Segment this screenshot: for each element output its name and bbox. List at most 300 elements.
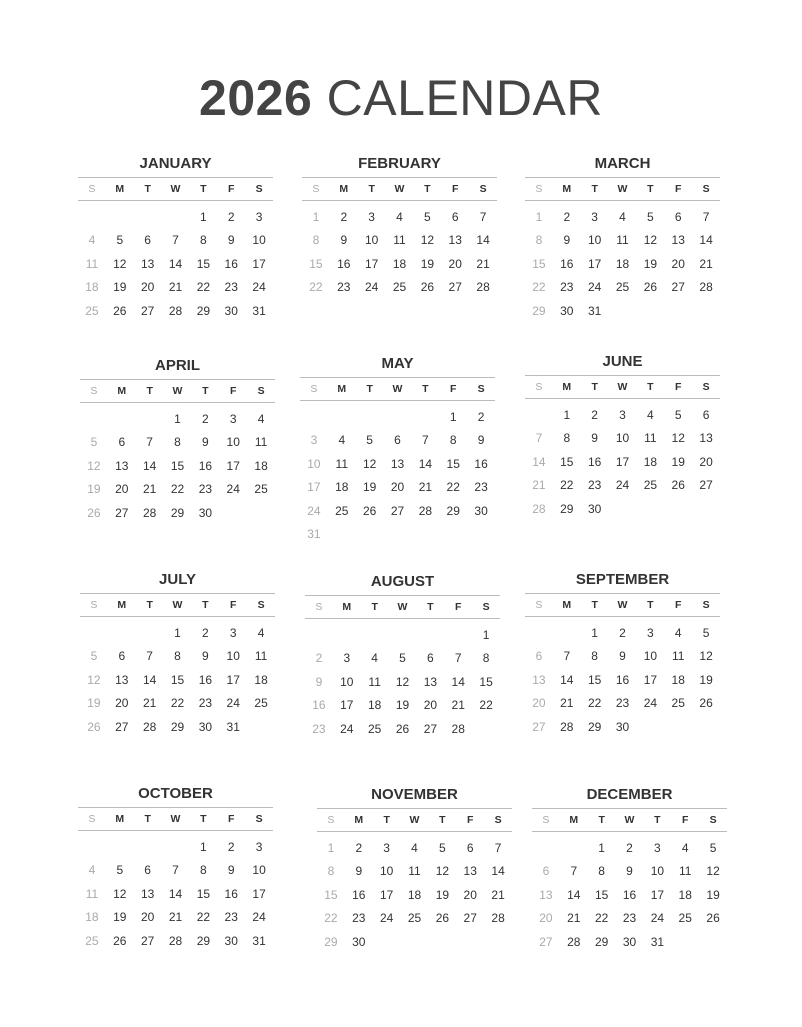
day-cell: 8 <box>327 864 335 879</box>
month-name: SEPTEMBER <box>575 571 670 588</box>
day-cell: 19 <box>362 480 377 495</box>
day-cell: 19 <box>113 910 127 925</box>
day-cell: 14 <box>532 454 546 469</box>
day-cell: 5 <box>702 625 710 640</box>
day-cell: 26 <box>643 280 658 295</box>
day-cell: 30 <box>352 934 366 949</box>
day-cell: 26 <box>87 505 101 520</box>
weekday-label: F <box>675 183 682 195</box>
day-cell: 5 <box>439 840 446 855</box>
day-cell: 25 <box>85 933 99 948</box>
day-cell: 23 <box>474 480 488 495</box>
day-cell: 9 <box>227 863 235 878</box>
weekday-label: T <box>647 599 654 611</box>
weekday-label: W <box>617 183 628 195</box>
day-cell: 1 <box>482 627 490 642</box>
weekday-label: M <box>339 183 349 195</box>
day-cell: 31 <box>226 719 240 734</box>
week-row <box>80 692 275 716</box>
weekday-label: M <box>115 183 125 195</box>
day-cell: 24 <box>615 478 630 493</box>
day-cell: 12 <box>420 233 435 248</box>
day-cell: 14 <box>418 456 433 471</box>
weekday-label: W <box>172 599 183 611</box>
day-cell: 25 <box>367 721 382 736</box>
day-cell: 20 <box>532 696 546 711</box>
day-cell: 10 <box>379 864 394 879</box>
weekday-label: M <box>562 381 572 393</box>
weekday-label: F <box>467 814 474 826</box>
day-cell: 3 <box>591 209 598 224</box>
weekday-label: F <box>682 814 689 826</box>
day-cell: 8 <box>598 864 605 879</box>
day-cell: 23 <box>560 280 574 295</box>
day-cell: 16 <box>352 887 366 902</box>
weekday-label: S <box>479 183 487 195</box>
day-cell: 7 <box>494 840 502 855</box>
day-cell: 5 <box>116 233 124 248</box>
weekday-label: S <box>312 183 320 195</box>
day-cell: 29 <box>196 303 211 318</box>
day-cell: 3 <box>343 651 351 666</box>
day-cell: 14 <box>451 674 465 689</box>
week-row <box>525 205 720 229</box>
day-cell: 12 <box>87 458 101 473</box>
week-row <box>317 836 512 860</box>
day-cell: 21 <box>476 256 490 271</box>
day-cell: 20 <box>390 480 405 495</box>
month-name: JUNE <box>602 353 643 370</box>
weekday-label: W <box>624 814 635 826</box>
day-cell: 24 <box>340 721 354 736</box>
day-cell: 6 <box>144 863 151 878</box>
day-cell: 13 <box>448 233 462 248</box>
day-cell: 6 <box>118 435 126 450</box>
day-cell: 4 <box>338 433 346 448</box>
week-row <box>78 252 273 276</box>
day-cell: 25 <box>254 482 268 497</box>
week-row <box>78 882 273 906</box>
day-cell: 2 <box>591 407 598 422</box>
day-cell: 10 <box>226 435 240 450</box>
day-cell: 26 <box>395 721 410 736</box>
day-cell: 15 <box>479 674 493 689</box>
day-cell: 9 <box>591 431 598 446</box>
day-cell: 16 <box>337 256 351 271</box>
day-cell: 17 <box>307 480 321 495</box>
day-cell: 28 <box>491 911 505 926</box>
weekday-label: W <box>392 383 403 395</box>
weekday-label: S <box>709 814 717 826</box>
day-cell: 10 <box>307 456 321 471</box>
day-cell: 21 <box>532 478 546 493</box>
day-cell: 8 <box>174 649 181 664</box>
weekday-label: F <box>230 599 237 611</box>
weekday-label: S <box>90 599 98 611</box>
day-cell: 22 <box>594 911 609 926</box>
day-cell: 6 <box>427 651 434 666</box>
day-cell: 17 <box>364 256 379 271</box>
week-row <box>78 835 273 859</box>
day-cell: 31 <box>650 934 665 949</box>
day-cell: 17 <box>252 886 266 901</box>
weekday-label: M <box>342 601 352 613</box>
day-cell: 13 <box>115 458 129 473</box>
week-row <box>532 836 727 860</box>
day-cell: 15 <box>446 456 460 471</box>
weekday-label: W <box>170 813 181 825</box>
day-cell: 25 <box>678 911 692 926</box>
day-cell: 8 <box>482 651 490 666</box>
week-row <box>80 478 275 502</box>
weekday-label: M <box>117 385 127 397</box>
week-row <box>80 431 275 455</box>
day-cell: 22 <box>479 698 493 713</box>
day-cell: 21 <box>567 911 581 926</box>
day-cell: 30 <box>198 719 213 734</box>
day-cell: 27 <box>423 721 438 736</box>
day-cell: 7 <box>146 435 153 450</box>
day-cell: 3 <box>383 840 390 855</box>
week-row <box>305 623 500 647</box>
weekday-label: T <box>202 599 209 611</box>
day-cell: 27 <box>448 280 462 295</box>
weekday-label: T <box>647 183 654 195</box>
day-cell: 28 <box>532 501 546 516</box>
day-cell: 24 <box>379 911 394 926</box>
week-row <box>525 474 720 498</box>
day-cell: 26 <box>87 719 101 734</box>
day-cell: 7 <box>454 651 462 666</box>
week-row <box>317 930 512 954</box>
week-row <box>300 499 495 523</box>
day-cell: 31 <box>252 303 266 318</box>
weekday-label: W <box>617 599 628 611</box>
day-cell: 13 <box>539 887 553 902</box>
day-cell: 24 <box>650 911 665 926</box>
week-row <box>78 299 273 323</box>
day-cell: 15 <box>309 256 323 271</box>
day-cell: 9 <box>355 864 363 879</box>
weekday-label: S <box>88 183 96 195</box>
weekday-label: F <box>450 383 457 395</box>
day-cell: 3 <box>255 209 263 224</box>
day-cell: 5 <box>90 435 98 450</box>
weekday-label: W <box>172 385 183 397</box>
weekday-label: S <box>535 381 543 393</box>
day-cell: 20 <box>539 911 553 926</box>
day-cell: 30 <box>198 505 213 520</box>
day-cell: 14 <box>699 233 713 248</box>
weekday-label: M <box>115 813 125 825</box>
weekday-label: T <box>591 381 598 393</box>
day-cell: 11 <box>85 256 99 271</box>
day-cell: 13 <box>115 672 129 687</box>
day-cell: 19 <box>113 280 127 295</box>
weekday-label: S <box>702 381 710 393</box>
day-cell: 15 <box>170 458 185 473</box>
day-cell: 19 <box>395 698 410 713</box>
weekday-label: T <box>144 813 151 825</box>
day-cell: 27 <box>115 505 129 520</box>
day-cell: 1 <box>535 209 543 224</box>
day-cell: 13 <box>390 456 405 471</box>
day-cell: 9 <box>619 649 626 664</box>
day-cell: 14 <box>142 672 157 687</box>
week-row <box>80 668 275 692</box>
month-name: OCTOBER <box>138 785 213 802</box>
weekday-label: T <box>424 183 431 195</box>
day-cell: 18 <box>678 887 692 902</box>
day-cell: 23 <box>337 280 351 295</box>
day-cell: 19 <box>87 482 101 497</box>
day-cell: 7 <box>172 233 179 248</box>
day-cell: 17 <box>650 887 665 902</box>
weekday-header <box>317 808 512 832</box>
day-cell: 16 <box>198 458 213 473</box>
day-cell: 1 <box>449 409 457 424</box>
weekday-label: F <box>228 813 235 825</box>
day-cell: 7 <box>570 864 578 879</box>
day-cell: 12 <box>113 256 127 271</box>
weekday-header <box>525 593 720 617</box>
weekday-label: T <box>422 383 429 395</box>
weekday-label: T <box>368 183 375 195</box>
weekday-label: T <box>144 183 151 195</box>
week-row <box>78 205 273 229</box>
day-cell: 6 <box>702 407 710 422</box>
day-cell: 19 <box>643 256 658 271</box>
day-cell: 15 <box>196 256 211 271</box>
week-row <box>302 205 497 229</box>
day-cell: 1 <box>174 411 181 426</box>
weekday-label: M <box>562 599 572 611</box>
weekday-header <box>525 177 720 201</box>
day-cell: 27 <box>463 911 477 926</box>
day-cell: 20 <box>423 698 438 713</box>
weekday-label: T <box>200 183 207 195</box>
day-cell: 4 <box>396 209 403 224</box>
day-cell: 27 <box>699 478 713 493</box>
day-cell: 22 <box>446 480 460 495</box>
weekday-header <box>78 177 273 201</box>
month-december <box>532 786 727 954</box>
day-cell: 29 <box>170 719 185 734</box>
day-cell: 6 <box>118 649 126 664</box>
day-cell: 14 <box>142 458 157 473</box>
weekday-label: S <box>257 599 265 611</box>
month-may <box>300 355 495 546</box>
day-cell: 27 <box>140 303 155 318</box>
day-cell: 29 <box>587 719 602 734</box>
day-cell: 8 <box>312 233 320 248</box>
day-cell: 4 <box>257 625 265 640</box>
day-cell: 7 <box>479 209 487 224</box>
day-cell: 30 <box>224 303 238 318</box>
day-cell: 16 <box>474 456 488 471</box>
week-row <box>525 450 720 474</box>
day-cell: 8 <box>449 433 457 448</box>
weekday-label: F <box>452 183 459 195</box>
day-cell: 2 <box>227 209 235 224</box>
week-row <box>300 429 495 453</box>
week-row <box>317 860 512 884</box>
day-cell: 24 <box>587 280 602 295</box>
day-cell: 7 <box>702 209 710 224</box>
day-cell: 6 <box>542 864 550 879</box>
day-cell: 25 <box>254 696 268 711</box>
day-cell: 19 <box>87 696 101 711</box>
day-cell: 7 <box>563 649 571 664</box>
day-cell: 10 <box>643 649 658 664</box>
weekday-label: T <box>146 599 153 611</box>
weekday-label: T <box>202 385 209 397</box>
day-cell: 18 <box>254 672 268 687</box>
day-cell: 29 <box>560 501 574 516</box>
day-cell: 16 <box>587 454 602 469</box>
day-cell: 5 <box>116 863 124 878</box>
day-cell: 25 <box>392 280 407 295</box>
weekday-label: T <box>371 601 378 613</box>
weekday-label: W <box>394 183 405 195</box>
day-cell: 18 <box>367 698 382 713</box>
day-cell: 17 <box>226 672 240 687</box>
weekday-label: M <box>337 383 347 395</box>
day-cell: 7 <box>422 433 429 448</box>
weekday-label: S <box>255 183 263 195</box>
week-row <box>300 452 495 476</box>
day-cell: 23 <box>622 911 637 926</box>
day-cell: 4 <box>647 407 654 422</box>
day-cell: 12 <box>706 864 720 879</box>
day-cell: 16 <box>560 256 574 271</box>
day-cell: 8 <box>174 435 181 450</box>
month-name: MAY <box>381 355 414 372</box>
day-cell: 10 <box>364 233 379 248</box>
day-cell: 11 <box>678 864 692 879</box>
day-cell: 13 <box>463 864 477 879</box>
day-cell: 30 <box>622 934 637 949</box>
day-cell: 13 <box>423 674 438 689</box>
day-cell: 22 <box>560 478 574 493</box>
day-cell: 13 <box>140 886 155 901</box>
weekday-label: S <box>327 814 335 826</box>
week-row <box>300 476 495 500</box>
day-cell: 20 <box>115 696 129 711</box>
day-cell: 16 <box>224 256 238 271</box>
day-cell: 23 <box>198 482 213 497</box>
day-cell: 5 <box>709 840 717 855</box>
month-august <box>305 573 500 741</box>
day-cell: 20 <box>463 887 477 902</box>
day-cell: 2 <box>202 625 209 640</box>
day-cell: 2 <box>626 840 633 855</box>
day-cell: 4 <box>257 411 265 426</box>
day-cell: 3 <box>654 840 661 855</box>
day-cell: 7 <box>535 431 543 446</box>
day-cell: 14 <box>560 672 574 687</box>
day-cell: 12 <box>362 456 377 471</box>
day-cell: 4 <box>88 863 96 878</box>
day-cell: 21 <box>142 482 157 497</box>
day-cell: 6 <box>535 649 543 664</box>
day-cell: 24 <box>364 280 379 295</box>
day-cell: 9 <box>202 649 209 664</box>
weekday-label: T <box>598 814 605 826</box>
day-cell: 18 <box>615 256 630 271</box>
day-cell: 28 <box>560 719 574 734</box>
day-cell: 26 <box>706 911 720 926</box>
weekday-label: S <box>482 601 490 613</box>
week-row <box>78 229 273 253</box>
day-cell: 3 <box>368 209 375 224</box>
day-cell: 27 <box>539 934 553 949</box>
day-cell: 17 <box>379 887 394 902</box>
day-cell: 22 <box>196 280 211 295</box>
week-row <box>525 497 720 521</box>
day-cell: 24 <box>643 696 658 711</box>
month-february <box>302 155 497 299</box>
day-cell: 23 <box>352 911 366 926</box>
day-cell: 11 <box>254 649 268 664</box>
day-cell: 15 <box>560 454 574 469</box>
week-row <box>525 715 720 739</box>
day-cell: 14 <box>168 256 183 271</box>
day-cell: 20 <box>671 256 685 271</box>
day-cell: 9 <box>563 233 571 248</box>
month-july <box>80 571 275 739</box>
day-cell: 3 <box>229 411 237 426</box>
day-cell: 12 <box>395 674 410 689</box>
weekday-label: S <box>315 601 323 613</box>
day-cell: 2 <box>563 209 571 224</box>
day-cell: 28 <box>418 503 433 518</box>
day-cell: 26 <box>435 911 450 926</box>
weekday-label: T <box>591 183 598 195</box>
week-row <box>80 454 275 478</box>
day-cell: 16 <box>312 698 326 713</box>
day-cell: 14 <box>491 864 505 879</box>
weekday-label: T <box>654 814 661 826</box>
day-cell: 8 <box>200 863 207 878</box>
day-cell: 2 <box>340 209 348 224</box>
day-cell: 25 <box>407 911 422 926</box>
day-cell: 5 <box>366 433 373 448</box>
day-cell: 2 <box>227 839 235 854</box>
day-cell: 31 <box>252 933 266 948</box>
day-cell: 1 <box>312 209 320 224</box>
day-cell: 4 <box>681 840 689 855</box>
day-cell: 12 <box>643 233 658 248</box>
month-name: APRIL <box>155 357 200 374</box>
day-cell: 9 <box>315 674 323 689</box>
day-cell: 21 <box>168 280 183 295</box>
day-cell: 24 <box>226 482 240 497</box>
day-cell: 13 <box>140 256 155 271</box>
day-cell: 6 <box>451 209 459 224</box>
week-row <box>525 403 720 427</box>
day-cell: 18 <box>254 458 268 473</box>
day-cell: 3 <box>310 433 318 448</box>
day-cell: 17 <box>340 698 354 713</box>
weekday-label: M <box>569 814 579 826</box>
day-cell: 10 <box>615 431 630 446</box>
day-cell: 4 <box>411 840 418 855</box>
day-cell: 3 <box>229 625 237 640</box>
day-cell: 30 <box>474 503 488 518</box>
weekday-header <box>300 377 495 401</box>
week-row <box>525 427 720 451</box>
